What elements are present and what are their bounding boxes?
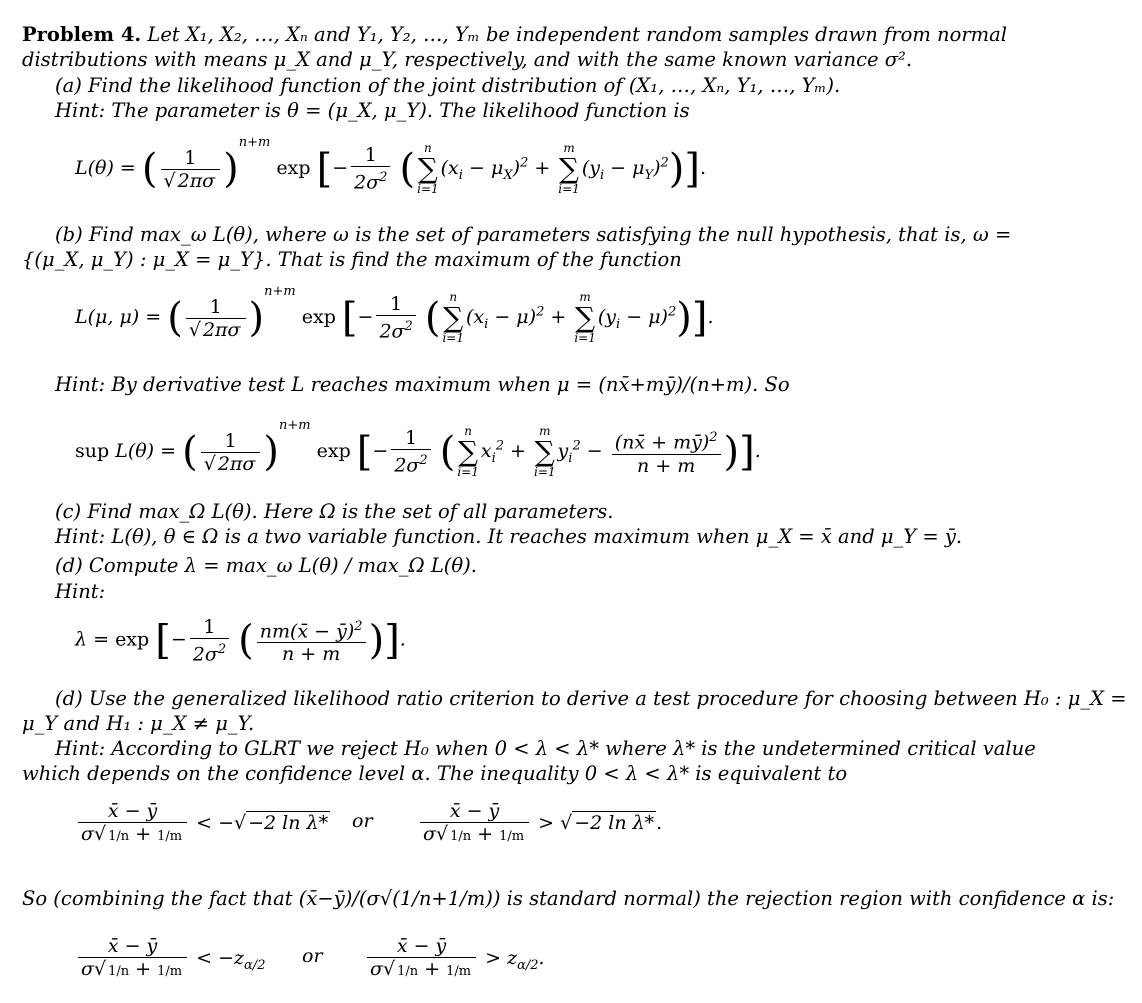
or-label-2: or (302, 945, 323, 967)
part-a-hint: Hint: The parameter is θ = (μ_X, μ_Y). The likelihood function is (55, 99, 690, 122)
part-d1-question: (d) Compute λ = max_ω L(θ) / max_Ω L(θ). (55, 554, 477, 577)
part-b-question-line2: {(μ_X, μ_Y) : μ_X = μ_Y}. That is find the maximum of the function (22, 248, 682, 271)
part-b-question-line1: (b) Find max_ω L(θ), where ω is the set of parameters satisfying the null hypothesis, that is, ω = (55, 223, 1012, 246)
problem-label: Problem 4. (22, 23, 142, 46)
equation-rejection-left: $\frac{x̄ - ȳ}{\sigma√ 1/n + 1/m}$ < $-z_{\alpha/2}$ (75, 935, 265, 983)
problem-intro-line1 (22, 23, 1022, 47)
conclusion-line: So (combining the fact that (x̄−ȳ)/(σ√(1/n+1/m)) is standard normal) the rejection region with confidence α is: (22, 887, 1115, 910)
problem-intro-text: Let X₁, X₂, …, Xₙ and Y₁, Y₂, …, Yₘ be independent random samples drawn from normal (147, 23, 1008, 46)
equation-sup-null: sup L(θ) = ( $\frac{1}{√ 2\pi\sigma}$ )$^{n+m}$ exp [− $\frac{1}{2\sigma^2}$ ( n ∑ i=1 $x_i^2$ + m ∑ i=1 $y_i^2$ − $\frac{(nx̄ + mȳ)^2}{n + m}$ )]. (75, 418, 761, 479)
equation-inequality-right: $\frac{x̄ - ȳ}{\sigma√ 1/n + 1/m}$ > √ −2 ln λ* . (417, 800, 662, 848)
equation-lambda: λ = exp [− $\frac{1}{2\sigma^2}$ ( $\frac{nm(x̄ - ȳ)^2}{n + m}$ )]. (75, 616, 406, 666)
part-d2-question-line1: (d) Use the generalized likelihood ratio criterion to derive a test procedure for choosing between H₀ : μ_X = (55, 687, 1127, 710)
part-c-question: (c) Find max_Ω L(θ). Here Ω is the set of all parameters. (55, 500, 614, 523)
part-d2-hint-line1: Hint: According to GLRT we reject H₀ when 0 < λ < λ* where λ* is the undetermined critical value (55, 737, 1036, 760)
part-d2-hint-line2: which depends on the confidence level α. The inequality 0 < λ < λ* is equivalent to (22, 762, 848, 785)
part-a-question: (a) Find the likelihood function of the joint distribution of (X₁, …, Xₙ, Y₁, …, Yₘ). (55, 74, 841, 97)
part-c-hint: Hint: L(θ), θ ∈ Ω is a two variable function. It reaches maximum when μ_X = x̄ and μ_Y = ȳ. (55, 525, 963, 548)
equation-null-likelihood: L(μ, μ) = ( $\frac{1}{√ 2\pi\sigma}$ )$^{n+m}$ exp [− $\frac{1}{2\sigma^2}$ ( n ∑ i=1 $(x_i - \mu)^2$ + m ∑ i=1 $(y_i - \mu)^2$)]. (75, 284, 714, 345)
problem-intro-line2: distributions with means μ_X and μ_Y, respectively, and with the same known variance σ². (22, 48, 913, 71)
part-d1-hint: Hint: (55, 580, 106, 603)
part-d2-question-line2: μ_Y and H₁ : μ_X ≠ μ_Y. (22, 712, 255, 735)
equation-rejection-right: $\frac{x̄ - ȳ}{\sigma√ 1/n + 1/m}$ > $z_{\alpha/2}$. (364, 935, 545, 983)
equation-likelihood: L(θ) = ( $\frac{1}{√ 2\pi\sigma}$ )$^{n+m}$ exp [− $\frac{1}{2\sigma^2}$ ( n ∑ i=1 $(x_i - \mu_X)^2$ + m ∑ i=1 $(y_i - \mu_Y)^2$)]. (75, 135, 707, 196)
or-label-1: or (352, 810, 373, 832)
equation-inequality-left: $\frac{x̄ - ȳ}{\sigma√ 1/n + 1/m}$ < −√ −2 ln λ* (75, 800, 330, 848)
part-b-hint: Hint: By derivative test L reaches maximum when μ = (nx̄+mȳ)/(n+m). So (55, 373, 790, 396)
